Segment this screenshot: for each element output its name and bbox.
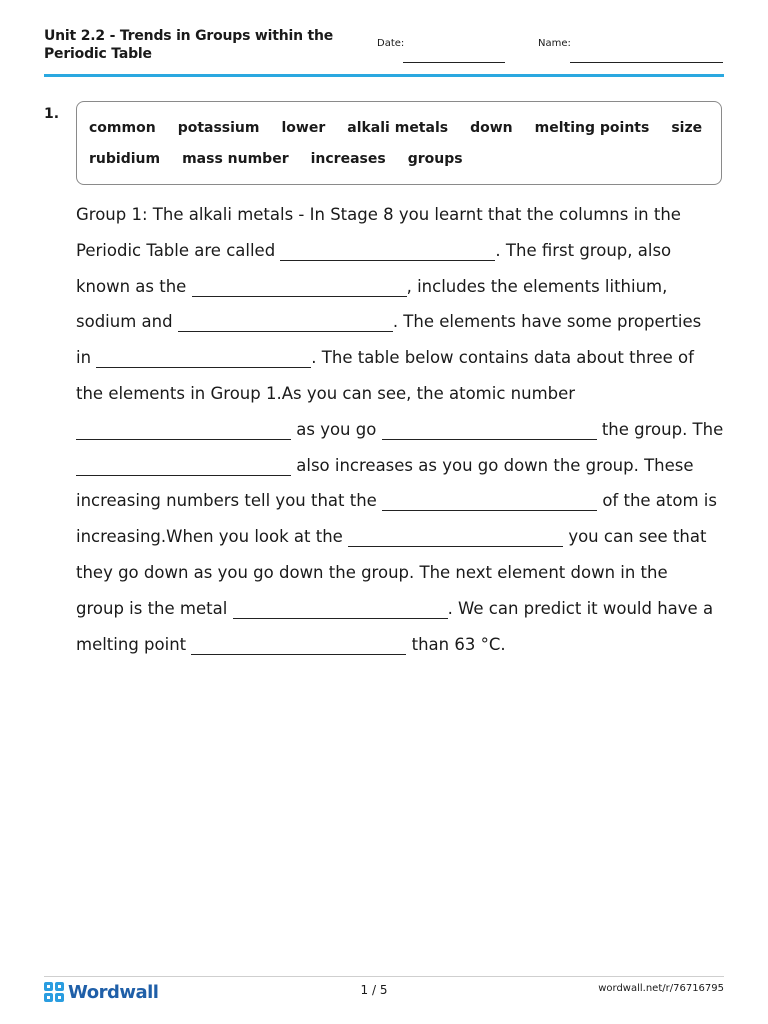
word-bank-item: potassium <box>177 120 260 136</box>
header-divider <box>44 74 724 77</box>
passage-line <box>76 591 736 627</box>
passage-line <box>76 448 736 484</box>
passage-text: of the atom is <box>597 491 717 511</box>
passage-line <box>76 519 736 555</box>
source-url: wordwall.net/r/76716795 <box>598 983 724 994</box>
wordwall-logo <box>44 982 158 1002</box>
answer-blank-4[interactable] <box>96 347 311 368</box>
word-bank-item: mass number <box>182 151 289 167</box>
passage-text: as you go <box>291 419 382 439</box>
passage-line <box>76 233 736 269</box>
passage-line <box>76 197 736 233</box>
passage-text: the group. The <box>596 419 724 439</box>
question-number: 1. <box>44 106 60 122</box>
passage-line <box>76 555 736 591</box>
passage-line <box>76 376 736 412</box>
worksheet-title <box>44 27 344 63</box>
wordwall-logo-text: Wordwall <box>68 981 159 1003</box>
date-label: Date: <box>377 38 405 49</box>
passage-text: sodium and <box>76 312 178 332</box>
answer-blank-3[interactable] <box>178 311 393 332</box>
answer-blank-7[interactable] <box>76 455 291 476</box>
answer-blank-8[interactable] <box>382 490 597 511</box>
answer-blank-9[interactable] <box>348 526 563 547</box>
passage-text: you can see that <box>563 527 707 547</box>
passage-text: increasing.When you look at the <box>76 527 349 547</box>
passage-text: in <box>76 348 97 368</box>
answer-blank-2[interactable] <box>192 276 407 297</box>
passage-line <box>76 304 736 340</box>
word-bank <box>76 101 722 185</box>
passage-text: . We can predict it would have a <box>447 598 714 618</box>
word-bank-row-1 <box>89 119 724 137</box>
date-field-line[interactable] <box>403 62 505 63</box>
word-bank-item: increases <box>310 151 386 167</box>
passage-text: group is the metal <box>76 598 233 618</box>
page-number: 1 / 5 <box>360 983 388 997</box>
word-bank-item: alkali metals <box>347 120 449 136</box>
passage-text: than 63 °C. <box>406 634 506 654</box>
word-bank-item: down <box>470 120 513 136</box>
passage-text: , includes the elements lithium, <box>406 276 668 296</box>
worksheet-title-line-2: Periodic Table <box>44 46 152 62</box>
passage-text: melting point <box>76 634 192 654</box>
cloze-passage <box>76 197 736 662</box>
name-field-line[interactable] <box>570 62 723 63</box>
word-bank-item: melting points <box>534 120 650 136</box>
word-bank-item: rubidium <box>89 151 161 167</box>
answer-blank-11[interactable] <box>191 634 406 655</box>
answer-blank-5[interactable] <box>76 419 291 440</box>
passage-line <box>76 269 736 305</box>
passage-text: Group 1: The alkali metals - In Stage 8 you learnt that the columns in the <box>76 205 681 224</box>
name-label: Name: <box>538 38 571 49</box>
passage-line <box>76 483 736 519</box>
passage-line <box>76 340 736 376</box>
word-bank-item: groups <box>407 151 463 167</box>
passage-line <box>76 627 736 663</box>
worksheet-title-line-1: Unit 2.2 - Trends in Groups within the <box>44 28 334 44</box>
word-bank-item: lower <box>281 120 326 136</box>
passage-text: . The table below contains data about three of <box>311 348 694 368</box>
passage-text: known as the <box>76 276 192 296</box>
word-bank-item: common <box>89 120 156 136</box>
wordwall-logo-icon <box>44 982 64 1002</box>
answer-blank-6[interactable] <box>382 419 597 440</box>
footer-divider <box>44 976 724 977</box>
word-bank-row-2 <box>89 150 485 168</box>
passage-text: the elements in Group 1.As you can see, the atomic number <box>76 383 576 403</box>
passage-text: also increases as you go down the group. These <box>291 455 694 475</box>
passage-text: . The first group, also <box>495 240 672 260</box>
answer-blank-10[interactable] <box>233 598 448 619</box>
passage-line <box>76 412 736 448</box>
passage-text: Periodic Table are called <box>76 240 281 260</box>
passage-text: increasing numbers tell you that the <box>76 491 383 511</box>
answer-blank-1[interactable] <box>280 240 495 261</box>
passage-text: . The elements have some properties <box>392 312 702 332</box>
passage-text: they go down as you go down the group. The next element down in the <box>76 562 668 582</box>
word-bank-item: size <box>671 120 703 136</box>
